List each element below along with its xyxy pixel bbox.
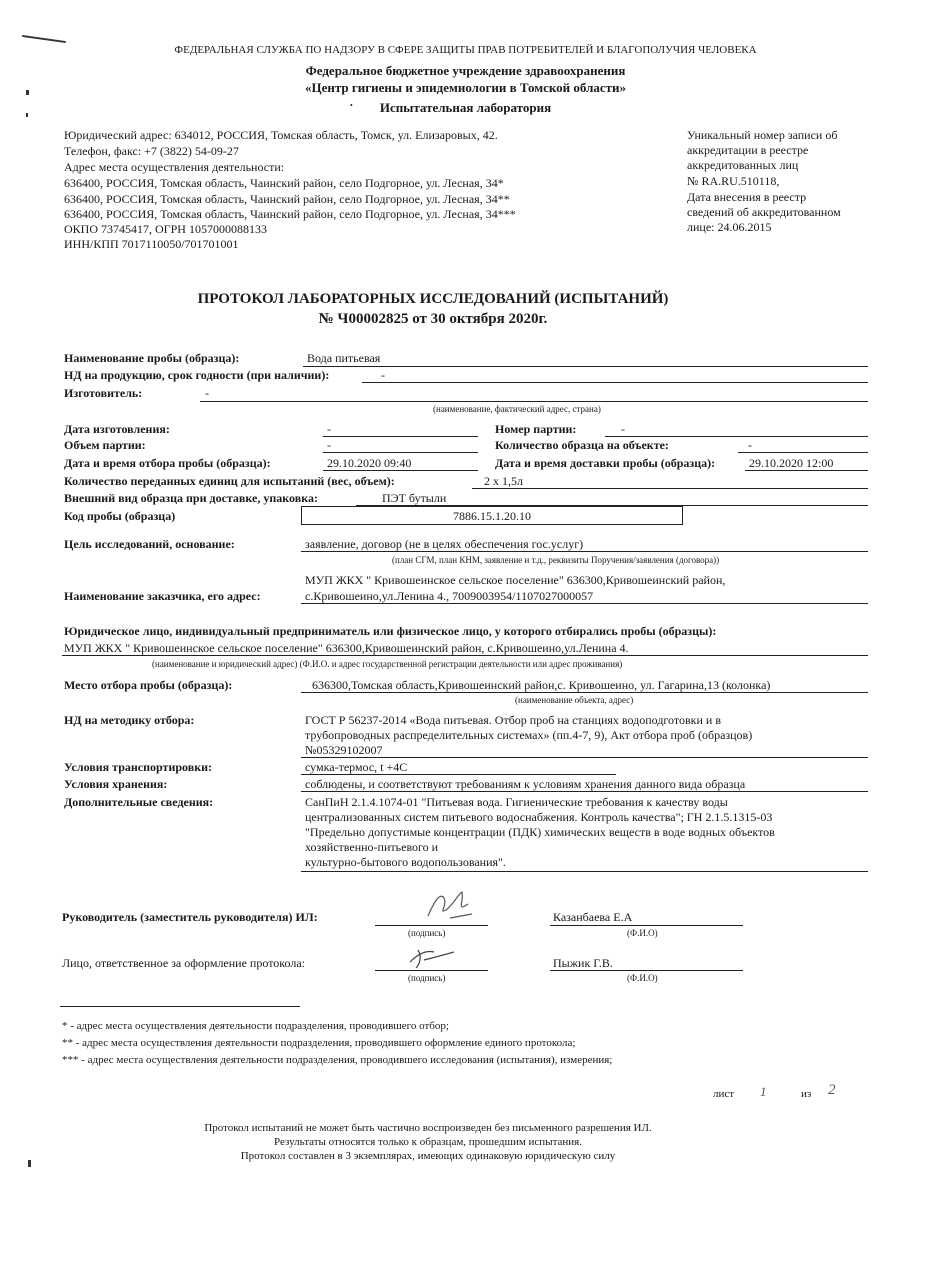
responsible-name: Пыжик Г.В. <box>553 956 613 970</box>
protocol-number: № Ч00002825 от 30 октября 2020г. <box>318 311 548 327</box>
qty-object-value: - <box>748 438 752 452</box>
fio-caption: (Ф.И.О) <box>627 973 658 983</box>
extra-info-line: хозяйственно-питьевого и <box>305 840 439 854</box>
extra-info-line: "Предельно допустимые концентрации (ПДК) химических веществ в воде водных объектов <box>305 825 775 839</box>
transport-label: Условия транспортировки: <box>64 760 213 774</box>
underline <box>62 655 868 656</box>
underline <box>301 757 868 758</box>
scan-mark <box>22 35 66 43</box>
sheet-number: 1 <box>760 1084 767 1099</box>
batch-volume-value: - <box>327 438 331 452</box>
org-name-line1: Федеральное бюджетное учреждение здравоохранения <box>305 63 626 78</box>
underline <box>301 774 616 775</box>
agency-name: ФЕДЕРАЛЬНАЯ СЛУЖБА ПО НАДЗОРУ В СФЕРЕ ЗАЩИТЫ ПРАВ ПОТРЕБИТЕЛЕЙ И БЛАГОПОЛУЧИЯ ЧЕЛОВЕКА <box>174 44 757 56</box>
customer-value-line1: МУП ЖКХ " Кривошеинское сельское поселение" 636300,Кривошеинский район, <box>305 573 726 587</box>
sample-code-label: Код пробы (образца) <box>64 509 176 523</box>
manufacturer-caption: (наименование, фактический адрес, страна) <box>433 404 601 414</box>
method-line: трубопроводных распределительных системах» (пп.4-7, 9), Акт отбора проб (образцов) <box>305 728 753 742</box>
underline <box>472 488 868 489</box>
purpose-label: Цель исследований, основание: <box>64 537 235 551</box>
appearance-value: ПЭТ бутыли <box>382 491 447 505</box>
underline <box>323 470 478 471</box>
mfg-date-label: Дата изготовления: <box>64 422 170 436</box>
disclaimer-line: Протокол испытаний не может быть частично воспроизведен без письменного разрешения ИЛ. <box>204 1122 652 1134</box>
disclaimer-line: Протокол составлен в 3 экземплярах, имеющих одинаковую юридическую силу <box>240 1150 616 1162</box>
purpose-value: заявление, договор (не в целях обеспечения гос.услуг) <box>305 537 584 551</box>
entity-value: МУП ЖКХ " Кривошеинское сельское поселение" 636300,Кривошеинский район, с.Кривошеино,ул.Ленина 4. <box>64 641 629 655</box>
accreditation-line: Уникальный номер записи об <box>687 128 838 142</box>
address-line: 636400, РОССИЯ, Томская область, Чаинский район, село Подгорное, ул. Лесная, 34** <box>64 192 510 206</box>
sampling-place-label: Место отбора пробы (образца): <box>64 678 233 692</box>
fio-caption: (Ф.И.О) <box>627 928 658 938</box>
sampling-datetime-label: Дата и время отбора пробы (образца): <box>64 456 271 470</box>
delivery-datetime-label: Дата и время доставки пробы (образца): <box>495 456 716 470</box>
entity-label: Юридическое лицо, индивидуальный предприниматель или физическое лицо, у которого отбирались пробы (образцы): <box>64 624 717 638</box>
protocol-title: ПРОТОКОЛ ЛАБОРАТОРНЫХ ИССЛЕДОВАНИЙ (ИСПЫТАНИЙ) <box>197 291 669 307</box>
underline <box>303 366 868 367</box>
responsible-label: Лицо, ответственное за оформление протокола: <box>62 956 305 970</box>
customer-label: Наименование заказчика, его адрес: <box>64 589 261 603</box>
storage-value: соблюдены, и соответствуют требованиям к условиям хранения данного вида образца <box>305 777 746 791</box>
address-line: Телефон, факс: +7 (3822) 54-09-27 <box>64 144 239 158</box>
responsible-signature <box>404 942 464 972</box>
nd-product-value: - <box>381 368 385 382</box>
qty-units-value: 2 х 1,5л <box>484 474 523 488</box>
underline <box>301 791 868 792</box>
extra-info-label: Дополнительные сведения: <box>64 795 214 809</box>
sampling-place-value: 636300,Томская область,Кривошеинский район,с. Кривошеино, ул. Гагарина,13 (колонка) <box>312 678 771 692</box>
org-name-line2: «Центр гигиены и эпидемиологии в Томской области» <box>304 80 627 95</box>
total-pages: 2 <box>828 1082 836 1098</box>
mfg-date-value: - <box>327 422 331 436</box>
underline <box>301 692 868 693</box>
name-line <box>550 925 743 926</box>
head-name: Казанбаева Е.А <box>553 910 633 924</box>
underline <box>362 382 868 383</box>
qty-object-label: Количество образца на объекте: <box>495 438 669 452</box>
sign-caption: (подпись) <box>408 928 446 938</box>
extra-info-line: культурно-бытового водопользования". <box>305 855 506 869</box>
footnote: ** - адрес места осуществления деятельности подразделения, проводившего оформление единого протокола; <box>62 1037 576 1049</box>
signature-line <box>375 970 488 971</box>
customer-value-line2: с.Кривошеино,ул.Ленина 4., 7009003954/1107027000057 <box>305 589 594 603</box>
sheet-label: лист <box>713 1088 735 1100</box>
footnote-separator <box>60 1006 300 1007</box>
entity-caption: (наименование и юридический адрес) (Ф.И.О. и адрес государственной регистрации деятельности или адрес проживания) <box>152 659 623 669</box>
accreditation-line: аккредитации в реестре <box>687 143 809 157</box>
address-line: 636400, РОССИЯ, Томская область, Чаинский район, село Подгорное, ул. Лесная, 34*** <box>64 207 516 221</box>
accreditation-line: аккредитованных лиц <box>687 158 799 172</box>
underline <box>323 452 478 453</box>
underline <box>301 551 868 552</box>
underline <box>200 401 868 402</box>
batch-no-label: Номер партии: <box>495 422 577 436</box>
accreditation-line: сведений об аккредитованном <box>687 205 841 219</box>
underline <box>301 871 868 872</box>
batch-volume-label: Объем партии: <box>64 438 146 452</box>
extra-info-line: централизованных систем питьевого водоснабжения. Контроль качества"; ГН 2.1.5.1315-03 <box>305 810 773 824</box>
of-label: из <box>801 1088 812 1100</box>
sample-name-value: Вода питьевая <box>307 351 381 365</box>
footnote: *** - адрес места осуществления деятельности подразделения, проводившего исследования (испытания), измерения; <box>62 1054 613 1066</box>
underline <box>745 470 868 471</box>
accreditation-line: Дата внесения в реестр <box>687 190 807 204</box>
disclaimer-line: Результаты относятся только к образцам, прошедшим испытания. <box>273 1136 582 1148</box>
address-line: Адрес места осуществления деятельности: <box>64 160 285 174</box>
storage-label: Условия хранения: <box>64 777 168 791</box>
sample-name-label: Наименование пробы (образца): <box>64 351 240 365</box>
batch-no-value: - <box>621 422 625 436</box>
sampling-datetime-value: 29.10.2020 09:40 <box>327 456 412 470</box>
lab-name: Испытательная лаборатория <box>379 100 552 115</box>
underline <box>605 436 868 437</box>
underline <box>738 452 868 453</box>
address-line: 636400, РОССИЯ, Томская область, Чаинский район, село Подгорное, ул. Лесная, 34* <box>64 176 504 190</box>
address-line: ОКПО 73745417, ОГРН 1057000088133 <box>64 222 267 236</box>
sampling-place-caption: (наименование объекта, адрес) <box>515 695 634 705</box>
head-label: Руководитель (заместитель руководителя) ИЛ: <box>62 910 318 924</box>
head-signature <box>420 884 480 924</box>
qty-units-label: Количество переданных единиц для испытаний (вес, объем): <box>64 474 395 488</box>
appearance-label: Внешний вид образца при доставке, упаковка: <box>64 491 318 505</box>
manufacturer-value: - <box>205 386 209 400</box>
manufacturer-label: Изготовитель: <box>64 386 143 400</box>
underline <box>323 436 478 437</box>
method-label: НД на методику отбора: <box>64 713 195 727</box>
transport-value: сумка-термос, t +4С <box>305 760 408 774</box>
dot-mark: • <box>350 101 353 110</box>
purpose-caption: (план СГМ, план КНМ, заявление и т.д., реквизиты Поручения/заявления (договора)) <box>392 555 720 565</box>
address-line: ИНН/КПП 7017110050/701701001 <box>64 237 239 251</box>
sign-caption: (подпись) <box>408 973 446 983</box>
method-line: №05329102007 <box>305 743 383 757</box>
method-line: ГОСТ Р 56237-2014 «Вода питьевая. Отбор проб на станциях водоподготовки и в <box>305 713 721 727</box>
address-line: Юридический адрес: 634012, РОССИЯ, Томская область, Томск, ул. Елизаровых, 42. <box>64 128 498 142</box>
delivery-datetime-value: 29.10.2020 12:00 <box>749 456 834 470</box>
footnote: * - адрес места осуществления деятельности подразделения, проводившего отбор; <box>62 1020 449 1032</box>
underline <box>301 603 868 604</box>
signature-line <box>375 925 488 926</box>
sample-code-value: 7886.15.1.20.10 <box>453 509 531 523</box>
accreditation-line: № RA.RU.510118, <box>687 174 780 188</box>
nd-product-label: НД на продукцию, срок годности (при наличии): <box>64 368 330 382</box>
extra-info-line: СанПиН 2.1.4.1074-01 "Питьевая вода. Гигиенические требования к качеству воды <box>305 795 728 809</box>
name-line <box>550 970 743 971</box>
accreditation-line: лице: 24.06.2015 <box>687 220 772 234</box>
